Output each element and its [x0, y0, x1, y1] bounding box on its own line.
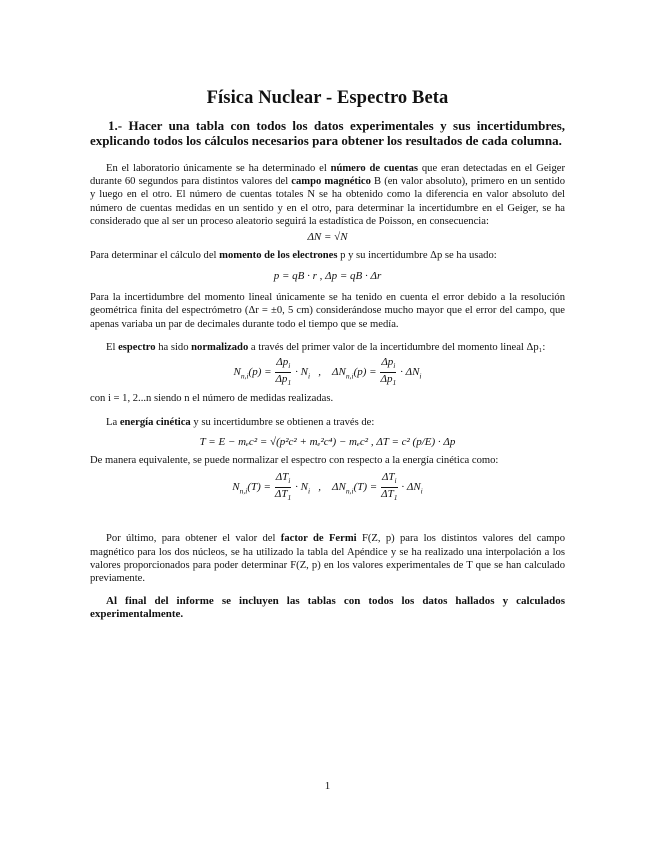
paragraph-normalization: El espectro ha sido normalizado a través del primer valor de la incertidumbre del momento lineal Δp₁: — [106, 341, 546, 353]
equation-momentum: p = qB · r , Δp = qB · Δr — [273, 270, 382, 283]
equation-energy: T = E − mₑc² = √(p²c² + mₑ²c⁴) − mₑc² , ΔT = c² (p/E) · Δp — [199, 435, 456, 448]
document-page — [90, 88, 565, 622]
paragraph-indices: con i = 1, 2...n siendo n el número de medidas realizadas. — [90, 393, 334, 405]
question-number: 1.- — [108, 118, 123, 133]
paragraph-momentum: Para determinar el cálculo del momento de los electrones p y su incertidumbre Δp se ha usado: — [90, 250, 497, 262]
equation-normalized-energy: $N_{n,i}(T)$ = $\frac{\Delta T_i}{\Delta T_1}$ · $N_i$ , $\Delta N_{n,i}(T)$ = $\frac{\Delta T_i}{\Delta T_1}$ · $\Delta N_i$ — [232, 471, 423, 503]
paragraph-fermi-factor: Por último, para obtener el valor del factor de Fermi F(Z, p) para los distintos valores del campo magnético para los dos núcleos, se ha utilizado la tabla del Apéndice y se ha realizado una interpolación a los valores proporcionados para poder determinar F(Z, p) en los valores experimentales de T que se han calculado previamente. — [90, 533, 565, 584]
paragraph-kinetic-energy: La energía cinética y su incertidumbre se obtienen a través de: — [106, 416, 375, 428]
paragraph-resolution: Para la incertidumbre del momento lineal únicamente se ha tenido en cuenta el error debido a la resolución geométrica finita del espectrómetro (Δr = ±0, 5 cm) considerándose mucho mayor que el error del campo, que apenas variaba un par de decimales durante todo el tiempo que se medía. — [90, 292, 565, 330]
page-title: Física Nuclear - Espectro Beta — [206, 88, 449, 108]
question-text: Hacer una tabla con todos los datos experimentales y sus incertidumbres, explicando todos los cálculos necesarios para obtener los resultados de cada columna. — [90, 118, 565, 148]
closing-note: Al final del informe se incluyen las tablas con todos los datos hallados y calculados experimentalmente. — [90, 595, 565, 621]
equation-poisson: ΔN = √N — [307, 231, 348, 244]
equation-normalized-momentum: $N_{n,i}(p)$ = $\frac{\Delta p_i}{\Delta p_1}$ · $N_i$ , $\Delta N_{n,i}(p)$ = $\frac{\Delta p_i}{\Delta p_1}$ · $\Delta N_i$ — [233, 356, 422, 388]
paragraph-counts: En el laboratorio únicamente se ha determinado el número de cuentas que eran detectadas en el Geiger durante 60 segundos para distintos valores del campo magnético B (en valor absoluto), primero en un sentido y luego en el otro. El número de cuentas totales N se ha obtenido como la diferencia en valor absoluto del número de cuentas medidas en un sentido y en el otro, para determinar la incertidumbre en el Geiger, se ha considerado que al ser un proceso aleatorio seguirá la estadística de Poisson, en consecuencia: — [90, 163, 565, 227]
paragraph-energy-normalization: De manera equivalente, se puede normalizar el espectro con respecto a la energía cinética como: — [90, 454, 499, 466]
question-heading — [90, 119, 565, 148]
page-number: 1 — [324, 780, 331, 792]
